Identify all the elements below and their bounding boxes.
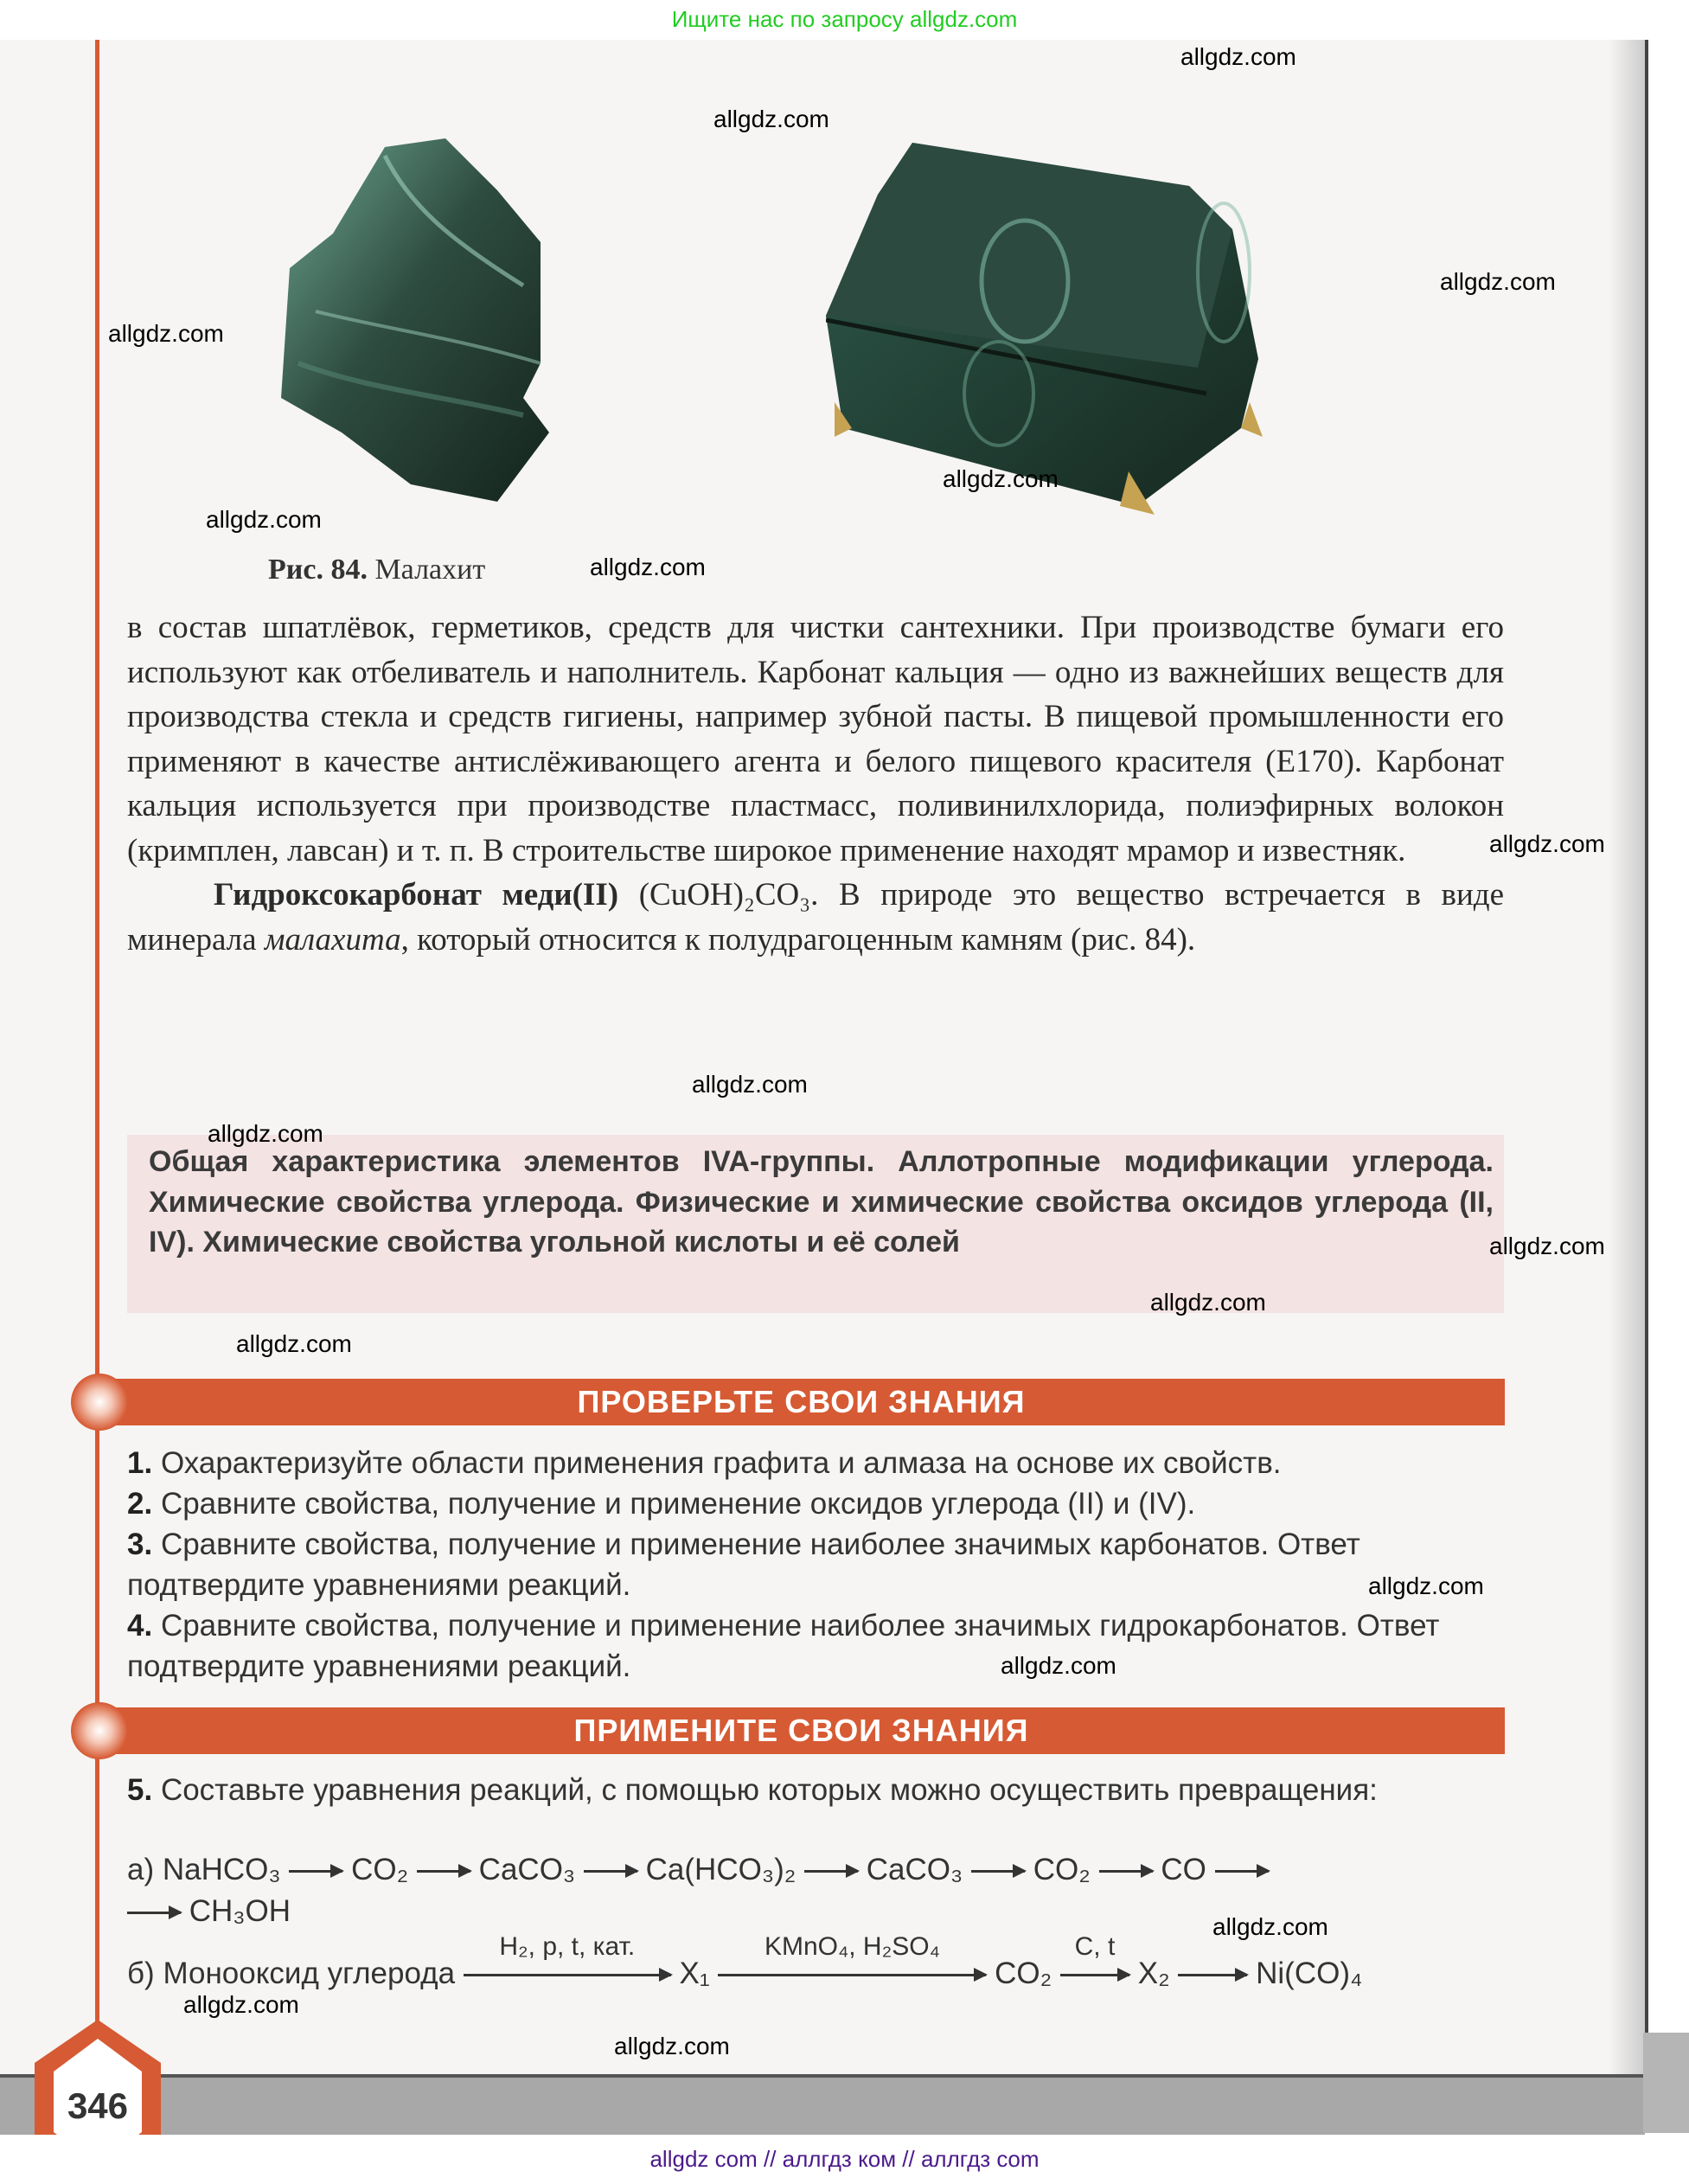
chain-substance: CaCO₃	[866, 1853, 963, 1886]
malachite-casket-image	[826, 143, 1414, 515]
task-text: Составьте уравнения реакций, с помощью которых можно осуществить превращения:	[160, 1773, 1378, 1807]
chain-label: а)	[127, 1853, 155, 1886]
paragraph-text: , который относится к полудрагоценным камням (рис. 84).	[400, 921, 1196, 958]
watermark: allgdz.com	[590, 554, 706, 580]
watermark: allgdz.com	[208, 1120, 323, 1147]
chain-label: б)	[127, 1957, 155, 1990]
watermark: allgdz.com	[614, 2033, 730, 2059]
chain-substance: X₂	[1137, 1957, 1170, 1990]
question-text: Охарактеризуйте области применения графита и алмаза на основе их свойств.	[160, 1446, 1282, 1480]
question-number: 3.	[127, 1528, 153, 1561]
task-number: 5.	[127, 1773, 153, 1807]
question-text: Сравните свойства, получение и применение наиболее значимых гидрокарбонатов. Ответ подтвердите уравнениями реакций.	[127, 1609, 1440, 1683]
section-header-check	[98, 1379, 1505, 1425]
reaction-chain-b	[127, 1932, 1363, 1991]
section-header-apply	[98, 1707, 1505, 1754]
body-text	[127, 605, 1504, 962]
reaction-arrow-icon	[1215, 1870, 1269, 1873]
watermark: allgdz.com	[108, 320, 224, 347]
reaction-arrow-icon	[1178, 1974, 1247, 1976]
formula-malachite: (CuOH)₂CO₃.	[638, 877, 819, 913]
watermark: allgdz.com	[1150, 1289, 1266, 1316]
figure-caption-text: Малахит	[374, 554, 486, 586]
watermark: allgdz.com	[1440, 268, 1556, 295]
chain-substance: Ni(CO)₄	[1256, 1957, 1363, 1990]
reaction-arrow-icon	[1099, 1870, 1153, 1873]
page-corner-flap	[1643, 2033, 1689, 2133]
figure-caption-label: Рис. 84.	[268, 554, 368, 586]
reaction-arrow-icon	[464, 1932, 671, 1976]
question-item	[127, 1443, 1502, 1483]
reaction-arrow-icon	[289, 1870, 342, 1873]
chain-substance: CO₂	[351, 1853, 409, 1886]
question-text: Сравните свойства, получение и применение наиболее значимых карбонатов. Ответ подтвердите уравнениями реакций.	[127, 1528, 1360, 1602]
reaction-condition: H₂, p, t, кат.	[499, 1932, 636, 1962]
bottom-watermark-banner: allgdz com // аллгдз ком // аллгдз com	[0, 2135, 1689, 2184]
chain-substance: CO	[1161, 1853, 1206, 1886]
reaction-arrow-icon	[1060, 1932, 1129, 1976]
reaction-chain-a-continued	[127, 1894, 291, 1929]
watermark: allgdz.com	[1001, 1652, 1116, 1679]
chain-substance: CO₂	[1033, 1853, 1091, 1886]
watermark: allgdz.com	[943, 465, 1059, 492]
question-number: 1.	[127, 1446, 153, 1480]
section-bullet-icon	[71, 1702, 128, 1759]
section-title-check: ПРОВЕРЬТЕ СВОИ ЗНАНИЯ	[577, 1384, 1026, 1419]
chain-substance: X₁	[679, 1957, 710, 1990]
reaction-arrow-icon	[804, 1870, 858, 1873]
watermark: allgdz.com	[1368, 1572, 1484, 1599]
reaction-condition: C, t	[1074, 1932, 1116, 1962]
task-5	[127, 1770, 1502, 1810]
watermark: allgdz.com	[1489, 1233, 1605, 1259]
summary-box-text: Общая характеристика элементов IVA-группы. Аллотропные модификации углерода. Химические свойства углерода. Физические и химические свойства оксидов углерода (II, IV). Химические свойства угольной кислоты и её солей	[149, 1145, 1494, 1259]
question-number: 4.	[127, 1609, 153, 1643]
task-item	[127, 1770, 1502, 1810]
section-title-apply: ПРИМЕНИТЕ СВОИ ЗНАНИЯ	[573, 1713, 1029, 1748]
term-copper-hydroxocarbonate: Гидроксокарбонат меди(II)	[214, 877, 619, 913]
malachite-rock-image	[281, 138, 670, 510]
paragraph-text: В природе это вещество встречается в виде минерала	[127, 877, 1504, 958]
watermark: allgdz.com	[1489, 830, 1605, 857]
reaction-arrow-icon	[718, 1932, 986, 1976]
page-gutter-shadow	[1609, 40, 1647, 2098]
figure-caption	[268, 554, 485, 586]
watermark: allgdz.com	[1212, 1913, 1328, 1940]
watermark: allgdz.com	[206, 506, 322, 533]
watermark: allgdz.com	[236, 1330, 352, 1357]
paragraph-calcium-carbonate: в состав шпатлёвок, герметиков, средств для чистки сантехники. При производстве бумаги его используют как отбеливатель и наполнитель. Карбонат кальция — одно из важнейших веществ для производства стекла и средств гигиены, например зубной пасты. В пищевой промышленности его применяют в качестве антислёживающего агента и белого пищевого красителя (E170). Карбонат кальция используется при производстве пластмасс, поливинилхлорида, полиэфирных волокон (кримплен, лавсан) и т. п. В строительстве широкое применение находят мрамор и известняк.	[127, 610, 1504, 868]
reaction-arrow-icon	[417, 1870, 470, 1873]
chain-substance: Монооксид углерода	[163, 1957, 456, 1990]
watermark: allgdz.com	[713, 106, 829, 132]
chain-substance: CaCO₃	[478, 1853, 576, 1886]
reaction-arrow-icon	[584, 1870, 637, 1873]
question-list	[127, 1443, 1502, 1687]
page-number: 346	[67, 2085, 129, 2126]
page-bottom-edge	[0, 2074, 1645, 2136]
paragraph-malachite	[127, 873, 1504, 962]
question-number: 2.	[127, 1487, 153, 1521]
page-edge	[1645, 40, 1648, 2133]
reaction-arrow-icon	[127, 1912, 181, 1914]
question-item	[127, 1483, 1502, 1524]
top-watermark-banner: Ищите нас по запросу allgdz.com	[671, 6, 1018, 32]
watermark: allgdz.com	[692, 1071, 808, 1098]
watermark: allgdz.com	[1180, 43, 1296, 70]
term-malachite: малахита	[264, 921, 401, 958]
chain-substance: Ca(HCO₃)₂	[645, 1853, 797, 1886]
reaction-chain-a	[127, 1853, 1269, 1887]
question-text: Сравните свойства, получение и применение оксидов углерода (II) и (IV).	[160, 1487, 1196, 1521]
section-bullet-icon	[71, 1374, 128, 1431]
question-item	[127, 1605, 1502, 1687]
watermark: allgdz.com	[183, 1991, 299, 2018]
reaction-condition: KMnO₄, H₂SO₄	[765, 1932, 940, 1962]
chain-substance: CH₃OH	[189, 1894, 291, 1928]
chain-substance: CO₂	[995, 1957, 1052, 1990]
question-item	[127, 1524, 1502, 1605]
reaction-arrow-icon	[971, 1870, 1025, 1873]
chain-substance: NaHCO₃	[162, 1853, 281, 1886]
